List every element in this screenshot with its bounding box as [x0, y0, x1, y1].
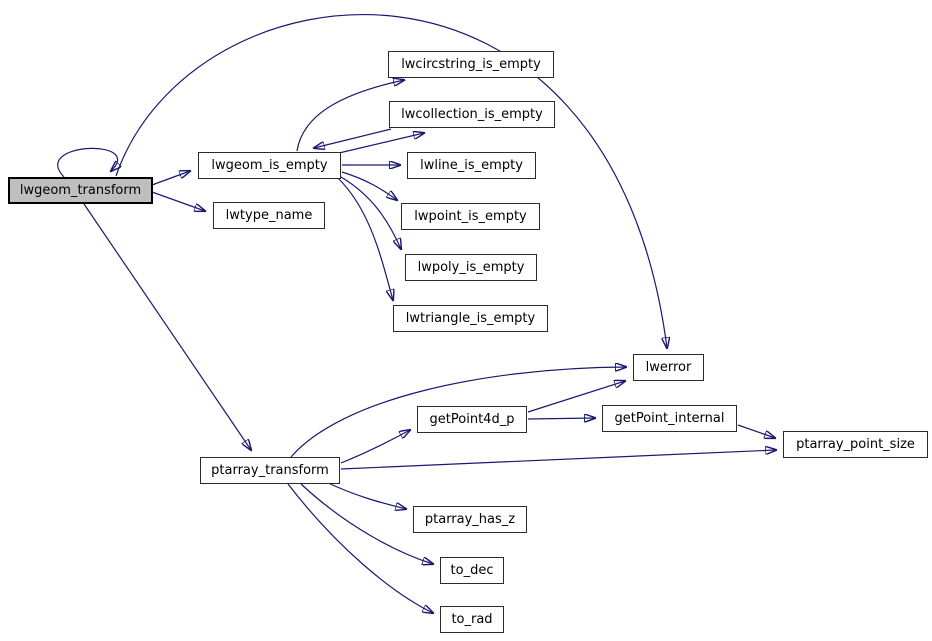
edge-lwgeom_transform-lwtype_name: [152, 192, 205, 211]
node-to-dec[interactable]: to_dec: [440, 557, 504, 584]
node-lwcollection-is-empty[interactable]: lwcollection_is_empty: [389, 101, 555, 128]
edge-getPoint4d_p-getPoint_internal: [528, 418, 595, 419]
edge-getPoint_internal-ptarray_point_size: [738, 425, 775, 438]
node-ptarray-has-z[interactable]: ptarray_has_z: [413, 506, 527, 533]
edge-ptarray_transform-getPoint4d_p: [341, 430, 410, 463]
edge-lwgeom_is_empty-lwpoint_is_empty: [342, 172, 397, 200]
edge-lwgeom_transform-ptarray_transform: [84, 204, 251, 450]
node-ptarray-transform[interactable]: ptarray_transform: [200, 457, 340, 484]
node-lwtriangle-is-empty[interactable]: lwtriangle_is_empty: [393, 305, 548, 332]
node-lwtype-name[interactable]: lwtype_name: [213, 202, 325, 229]
node-lwgeom-transform: lwgeom_transform: [8, 177, 153, 204]
node-to-rad[interactable]: to_rad: [440, 606, 504, 633]
node-ptarray-point-size[interactable]: ptarray_point_size: [783, 431, 928, 458]
node-lwgeom-is-empty[interactable]: lwgeom_is_empty: [198, 152, 341, 179]
edge-ptarray_transform-ptarray_has_z: [326, 482, 406, 509]
edge-lwgeom_is_empty-lwcollection_is_empty: [339, 133, 424, 153]
node-lwerror[interactable]: lwerror: [633, 354, 704, 381]
edge-lwcollection_is_empty-lwgeom_is_empty: [314, 129, 391, 148]
edge-lwgeom_transform-self-loop: [58, 148, 118, 177]
edge-ptarray_transform-ptarray_point_size: [341, 450, 776, 469]
node-lwpoint-is-empty[interactable]: lwpoint_is_empty: [401, 203, 540, 230]
edge-lwgeom_transform-lwgeom_is_empty: [152, 171, 190, 185]
node-lwline-is-empty[interactable]: lwline_is_empty: [407, 152, 536, 179]
node-getpoint4d-p[interactable]: getPoint4d_p: [417, 406, 527, 433]
node-lwpoly-is-empty[interactable]: lwpoly_is_empty: [405, 254, 537, 281]
node-lwcircstring-is-empty[interactable]: lwcircstring_is_empty: [388, 51, 554, 78]
edge-lwgeom_is_empty-lwpoly_is_empty: [341, 177, 401, 249]
node-getpoint-internal[interactable]: getPoint_internal: [602, 405, 737, 432]
edge-ptarray_transform-to_rad: [288, 484, 433, 613]
edge-lwgeom_is_empty-lwcircstring_is_empty: [297, 80, 404, 151]
